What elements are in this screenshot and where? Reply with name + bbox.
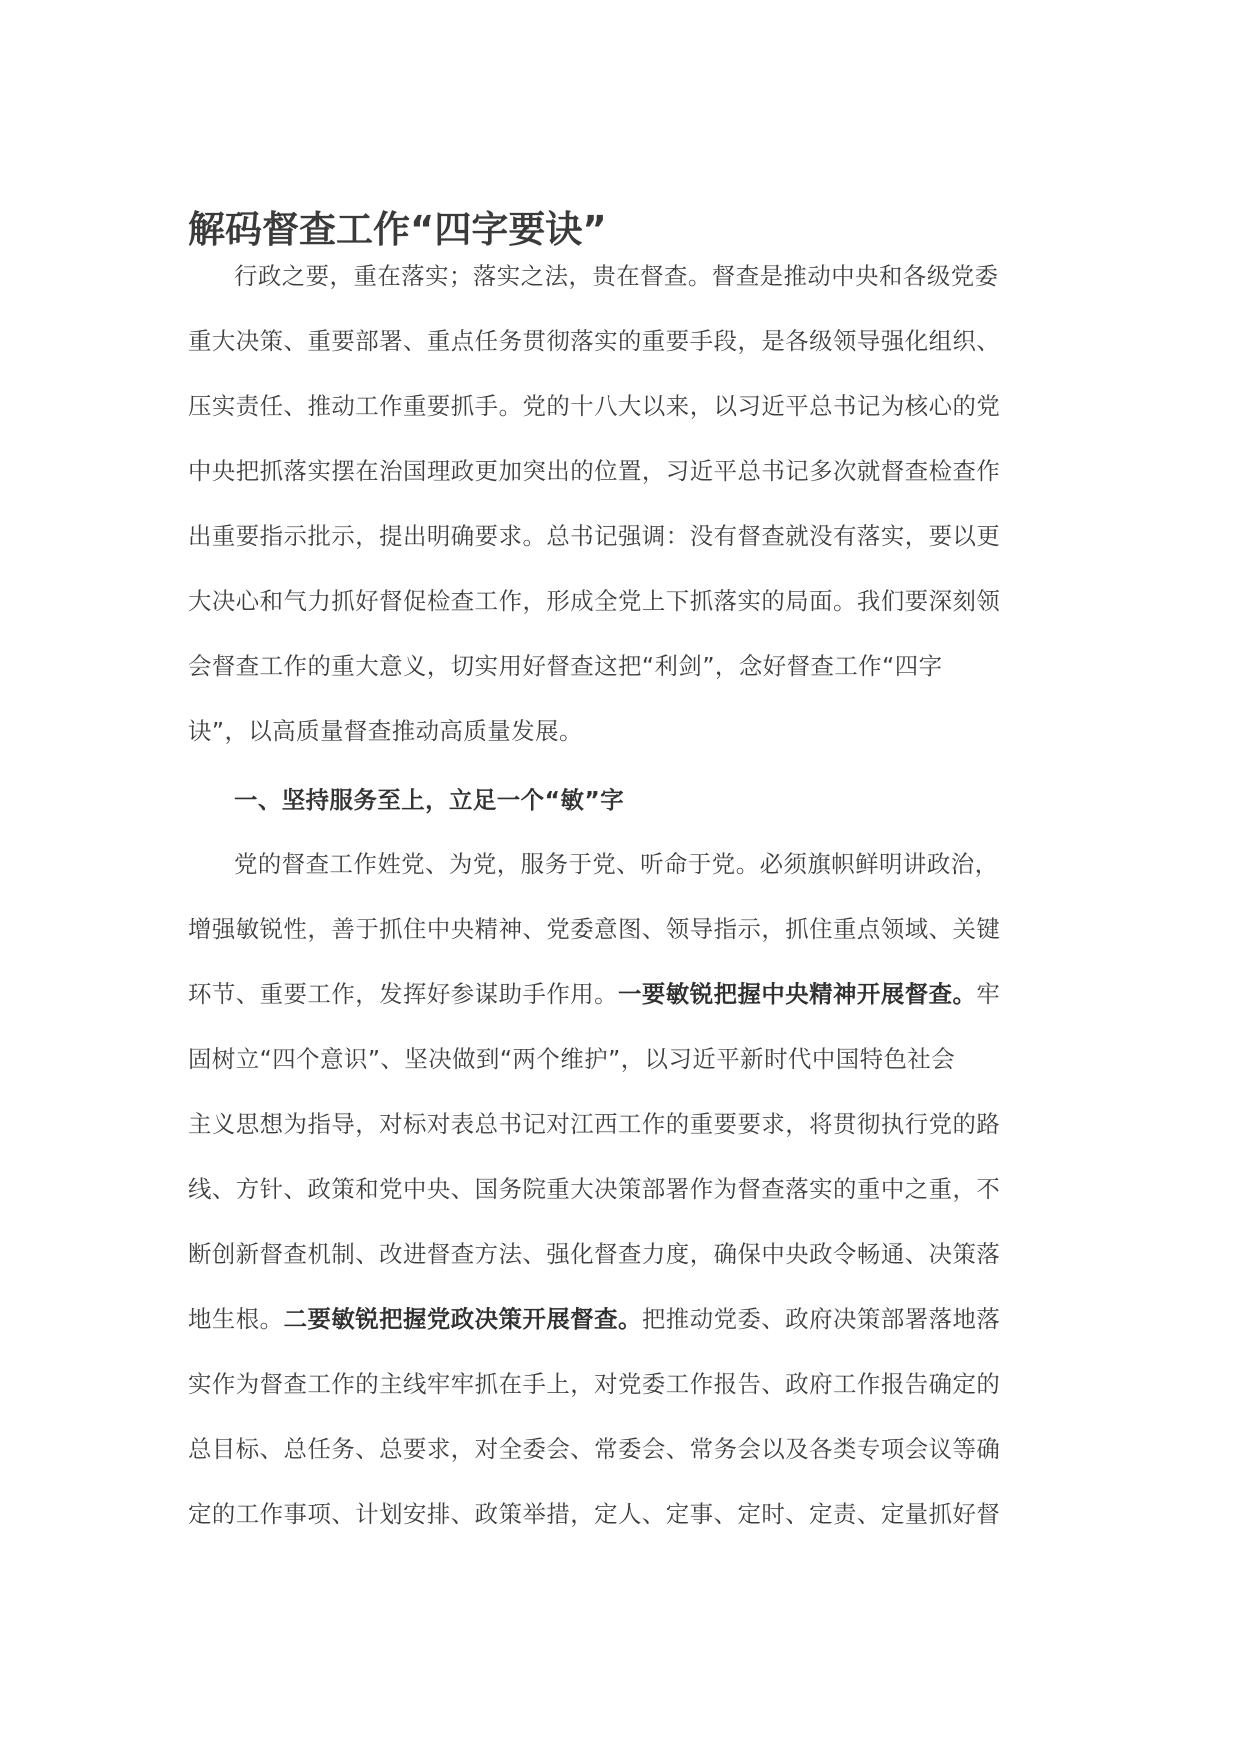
paragraph-line: 出重要指示批示，提出明确要求。总书记强调：没有督查就没有落实，要以更 bbox=[188, 522, 1001, 550]
paragraph-line: 主义思想为指导，对标对表总书记对江西工作的重要要求，将贯彻执行党的路 bbox=[188, 1110, 1001, 1138]
paragraph-line: 诀”，以高质量督查推动高质量发展。 bbox=[188, 717, 583, 745]
paragraph-line: 断创新督查机制、改进督查方法、强化督查力度，确保中央政令畅通、决策落 bbox=[188, 1240, 1001, 1268]
paragraph-line: 定的工作事项、计划安排、政策举措，定人、定事、定时、定责、定量抓好督 bbox=[188, 1500, 1001, 1528]
paragraph-line: 会督查工作的重大意义，切实用好督查这把“利剑”，念好督查工作“四字 bbox=[188, 652, 943, 680]
paragraph-line bbox=[188, 1287, 1054, 1352]
section-heading: 一、坚持服务至上，立足一个“敏”字 bbox=[234, 786, 625, 814]
paragraph-line: 大决心和气力抓好督促检查工作，形成全党上下抓落实的局面。我们要深刻领 bbox=[188, 587, 1001, 615]
paragraph-line: 行政之要，重在落实；落实之法，贵在督查。督查是推动中央和各级党委 bbox=[234, 262, 999, 290]
paragraph-line: 重大决策、重要部署、重点任务贯彻落实的重要手段，是各级领导强化组织、 bbox=[188, 327, 1001, 355]
paragraph-line: 实作为督查工作的主线牢牢抓在手上，对党委工作报告、政府工作报告确定的 bbox=[188, 1370, 1001, 1398]
text-run: 环节、重要工作，发挥好参谋助手作用。 bbox=[188, 980, 619, 1008]
bold-key-point: 一要敏锐把握中央精神开展督查。 bbox=[618, 980, 977, 1008]
intro-paragraph bbox=[188, 244, 1054, 764]
paragraph-line: 线、方针、政策和党中央、国务院重大决策部署作为督查落实的重中之重，不 bbox=[188, 1175, 1001, 1203]
paragraph-line: 固树立“四个意识”、坚决做到“两个维护”，以习近平新时代中国特色社会 bbox=[188, 1045, 956, 1073]
paragraph-line: 中央把抓落实摆在治国理政更加突出的位置，习近平总书记多次就督查检查作 bbox=[188, 457, 1001, 485]
paragraph-line: 增强敏锐性，善于抓住中央精神、党委意图、领导指示，抓住重点领域、关键 bbox=[188, 915, 1001, 943]
paragraph-line: 党的督查工作姓党、为党，服务于党、听命于党。必须旗帜鲜明讲政治， bbox=[234, 850, 999, 878]
section-heading-container bbox=[188, 768, 1054, 833]
document-title: 解码督查工作“四字要诀” bbox=[188, 208, 607, 251]
paragraph-line: 总目标、总任务、总要求，对全委会、常委会、常务会以及各类专项会议等确 bbox=[188, 1435, 1001, 1463]
bold-key-point: 二要敏锐把握党政决策开展督查。 bbox=[283, 1305, 642, 1333]
text-run: 地生根。 bbox=[188, 1305, 284, 1333]
paragraph-line: 压实责任、推动工作重要抓手。党的十八大以来，以习近平总书记为核心的党 bbox=[188, 392, 1001, 420]
paragraph-line bbox=[188, 962, 1054, 1027]
section-paragraph bbox=[188, 832, 1054, 1547]
text-run: 牢 bbox=[976, 980, 1001, 1008]
text-run: 把推动党委、政府决策部署落地落 bbox=[641, 1305, 1001, 1333]
